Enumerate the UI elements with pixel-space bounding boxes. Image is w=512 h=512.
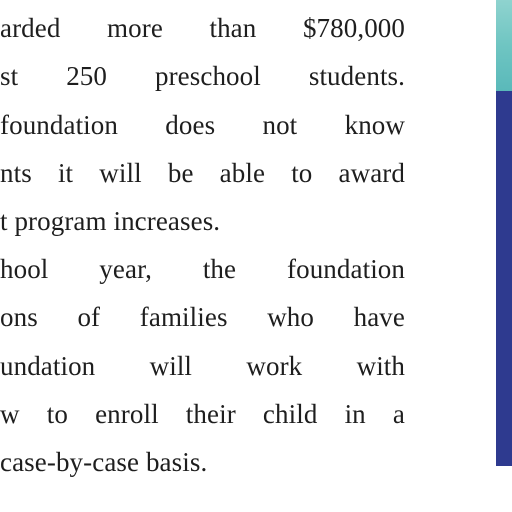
sidebar-body-band: [496, 91, 512, 466]
text-line-3: foundation does not know: [0, 110, 405, 140]
text-line-9: w to enroll their child in a: [0, 399, 405, 429]
text-line-8: undation will work with: [0, 351, 405, 381]
text-line-10: case-by-case basis.: [0, 447, 208, 477]
text-line-5: t program increases.: [0, 206, 221, 236]
text-line-6: hool year, the foundation: [0, 254, 405, 284]
text-line-7: ons of families who have: [0, 302, 405, 332]
sidebar-header-band: [496, 0, 512, 91]
text-line-2: st 250 preschool students.: [0, 61, 405, 91]
sidebar-panel: [496, 0, 512, 466]
text-line-4: nts it will be able to award: [0, 158, 405, 188]
text-line-1: arded more than $780,000: [0, 13, 405, 43]
